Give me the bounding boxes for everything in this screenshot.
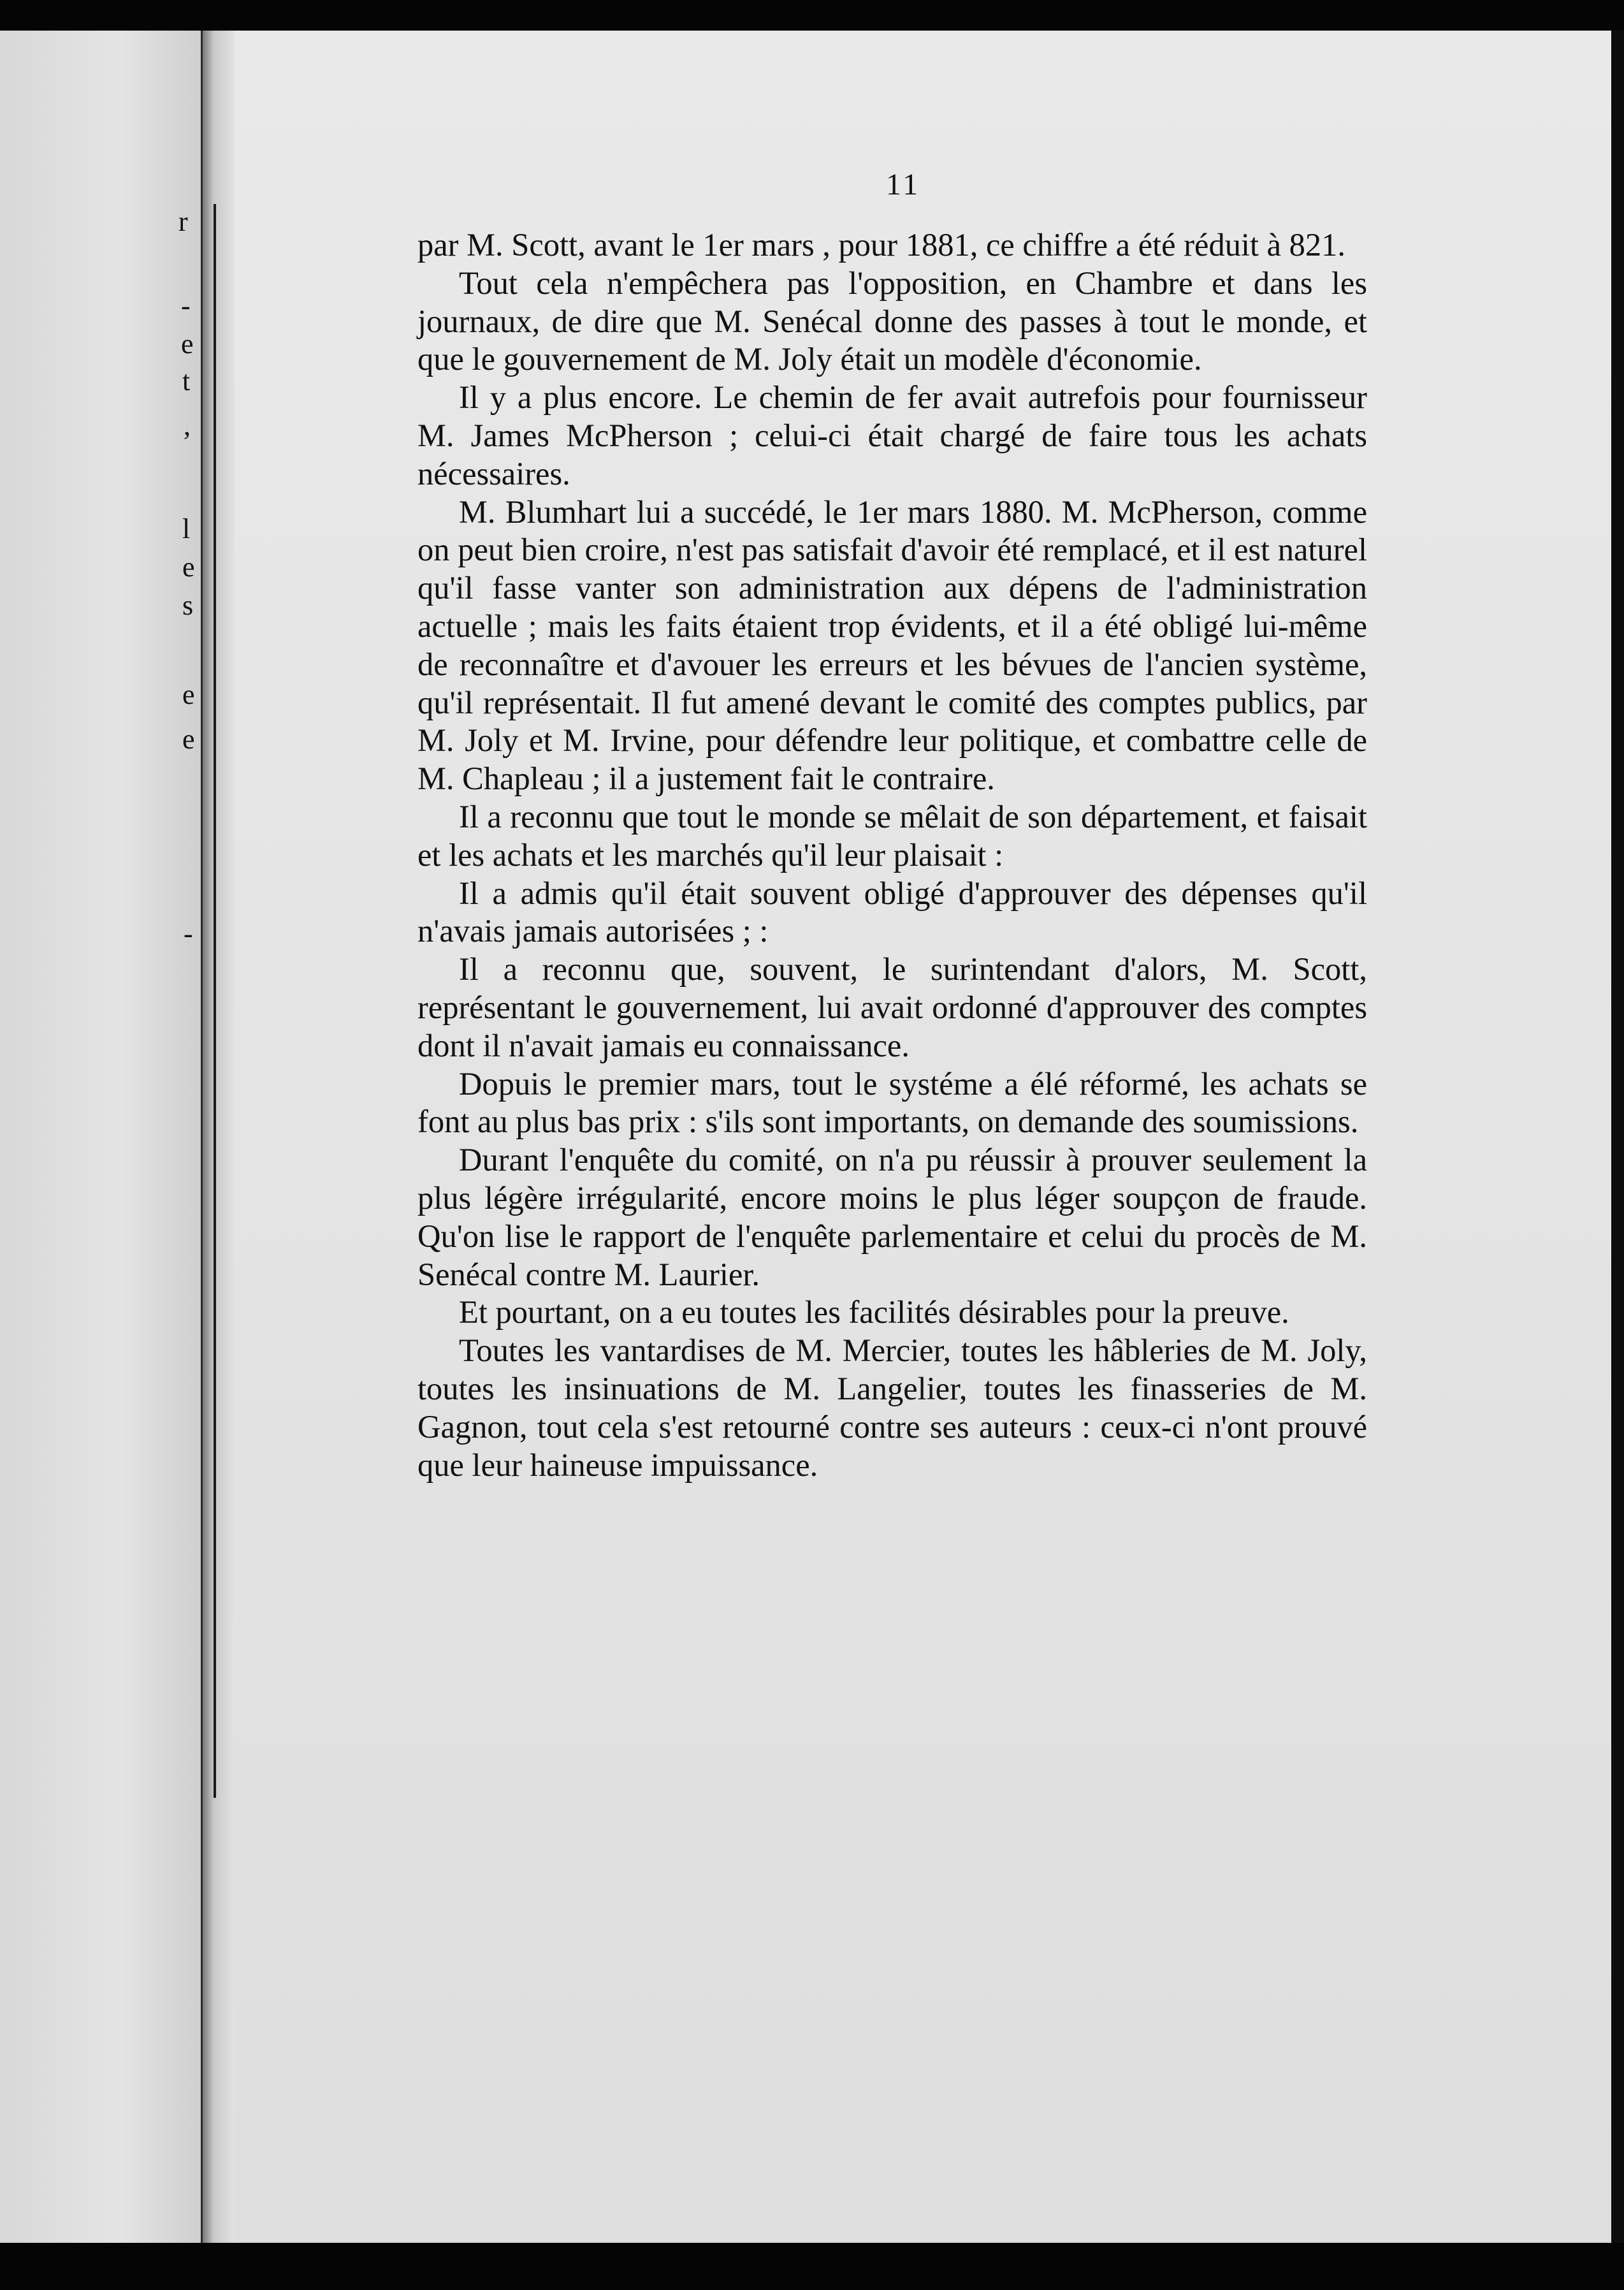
edge-char: e xyxy=(182,679,195,710)
paragraph: Il a reconnu que, souvent, le surintendant d'alors, M. Scott, représentant le gouvernement, lui avait ordonné d'approuver des comptes dont il n'avait jamais eu connaissance. xyxy=(417,951,1367,1063)
edge-char: e xyxy=(182,724,195,755)
page-number: 11 xyxy=(886,168,921,201)
edge-char: , xyxy=(184,410,191,441)
paragraph: Il y a plus encore. Le chemin de fer avait autrefois pour fournisseur M. James McPherson ; celui-ci était chargé de faire tous les achats nécessaires. xyxy=(417,379,1367,492)
edge-char: e xyxy=(181,328,194,360)
paragraph: Toutes les vantardises de M. Mercier, toutes les hâbleries de M. Joly, toutes les insinuations de M. Langelier, toutes les finasseries de M. Gagnon, tout cela s'est retourné contre ses auteurs : ceux-ci n'ont prouvé que leur haineuse impuissance. xyxy=(417,1332,1367,1483)
paragraph: Durant l'enquête du comité, on n'a pu réussir à prouver seulement la plus légère irrégularité, encore moins le plus léger soupçon de fraude. Qu'on lise le rapport de l'enquête parlementaire et celui du procès de M. Senécal contre M. Laurier. xyxy=(417,1142,1367,1292)
left-facing-page xyxy=(0,31,203,2243)
edge-char: r xyxy=(178,206,188,237)
scan-bottom-border xyxy=(0,2243,1624,2290)
edge-char: - xyxy=(181,290,191,321)
paragraph: Et pourtant, on a eu toutes les facilités désirables pour la preuve. xyxy=(459,1294,1289,1331)
edge-char: e xyxy=(182,551,195,583)
scan-top-border xyxy=(0,0,1624,31)
paragraph: Tout cela n'empêchera pas l'opposition, en Chambre et dans les journaux, de dire que M. Senécal donne des passes à tout le monde, et que le gouvernement de M. Joly était un modèle d'économie. xyxy=(417,265,1367,377)
edge-char: l xyxy=(182,513,191,544)
paragraph: par M. Scott, avant le 1er mars , pour 1881, ce chiffre a été réduit à 821. xyxy=(417,227,1346,263)
page-body-text xyxy=(417,226,1367,1484)
paragraph: M. Blumhart lui a succédé, le 1er mars 1880. M. McPherson, comme on peut bien croire, n'est pas satisfait d'avoir été remplacé, et il est naturel qu'il fasse vanter son administration aux dépens de l'administration actuelle ; mais les faits étaient trop évidents, et il a été obligé lui-même de reconnaître et d'avouer les erreurs et les bévues de l'ancien système, qu'il représentait. Il fut amené devant le comité des comptes publics, par M. Joly et M. Irvine, pour défendre leur politique, et combattre celle de M. Chapleau ; il a justement fait le contraire. xyxy=(417,493,1367,797)
edge-char: t xyxy=(182,365,191,397)
paragraph: Il a reconnu que tout le monde se mêlait de son département, et faisait et les achats et les marchés qu'il leur plaisait : xyxy=(417,798,1367,873)
edge-char: s xyxy=(182,590,194,621)
paragraph: Il a admis qu'il était souvent obligé d'approuver des dépenses qu'il n'avais jamais autorisées ; : xyxy=(417,875,1367,949)
binding-gutter xyxy=(203,31,235,2243)
paragraph: Dopuis le premier mars, tout le systéme a élé réformé, les achats se font au plus bas prix : s'ils sont importants, on demande des soumissions. xyxy=(417,1065,1367,1140)
binding-thread xyxy=(214,204,216,1798)
edge-char: - xyxy=(184,918,193,949)
